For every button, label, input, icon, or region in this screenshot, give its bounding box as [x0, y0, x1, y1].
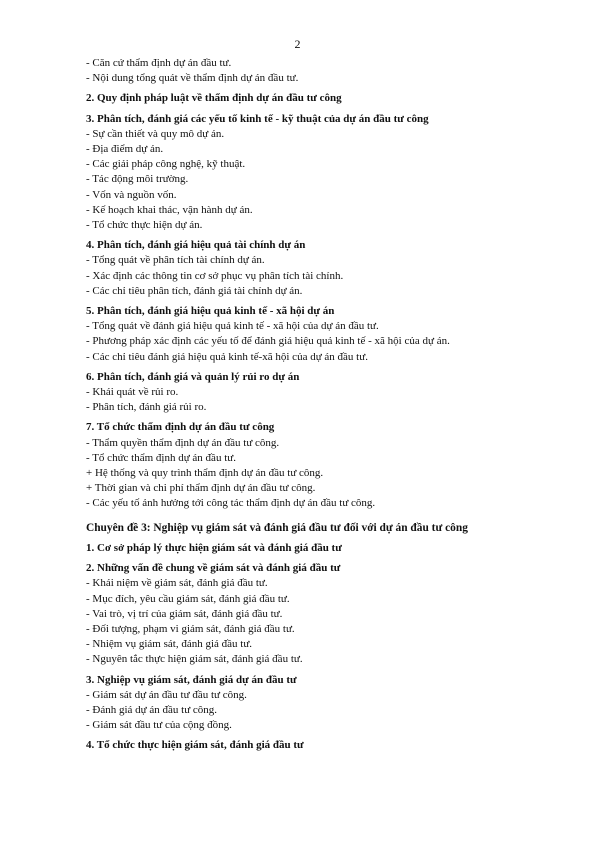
list-item: - Phân tích, đánh giá rủi ro.: [86, 401, 207, 414]
list-item: - Thẩm quyền thẩm định dự án đầu tư công.: [86, 436, 280, 449]
list-item: - Các chỉ tiêu phân tích, đánh giá tài chính dự án.: [86, 284, 303, 297]
list-item: - Tổng quát về đánh giá hiệu quả kinh tế - xã hội của dự án đầu tư.: [86, 320, 379, 333]
list-item: - Khái niệm về giám sát, đánh giá đầu tư.: [86, 577, 268, 590]
list-item: - Phương pháp xác định các yếu tố để đánh giá hiệu quả kinh tế - xã hội của dự án.: [86, 335, 450, 348]
section-6-list: [86, 385, 556, 415]
page-number: 2: [294, 37, 301, 51]
section-4-heading: 4. Phân tích, đánh giá hiệu quả tài chính dự án: [86, 239, 306, 252]
list-item: - Căn cứ thẩm định dự án đầu tư.: [86, 57, 232, 69]
list-item: - Khái quát về rủi ro.: [86, 386, 179, 399]
list-item: - Kế hoạch khai thác, vận hành dự án.: [86, 203, 253, 216]
section-6-heading: 6. Phân tích, đánh giá và quản lý rủi ro dự án: [86, 370, 300, 383]
section-3-heading: 3. Phân tích, đánh giá các yếu tố kinh tế - kỹ thuật của dự án đầu tư công: [86, 112, 429, 125]
chapter-3-heading: Chuyên đề 3: Nghiệp vụ giám sát và đánh giá đầu tư đối với dự án đầu tư công: [86, 521, 468, 534]
chapter-3-section-4-heading: 4. Tổ chức thực hiện giám sát, đánh giá đầu tư: [86, 739, 304, 752]
list-item: + Thời gian và chi phí thẩm định dự án đầu tư công.: [86, 482, 316, 495]
list-item: - Địa điểm dự án.: [86, 143, 164, 156]
list-item: - Mục đích, yêu cầu giám sát, đánh giá đầu tư.: [86, 592, 290, 605]
section-5-heading: 5. Phân tích, đánh giá hiệu quả kinh tế - xã hội dự án: [86, 305, 335, 318]
list-item: - Tổng quát về phân tích tài chính dự án.: [86, 254, 265, 267]
list-item: - Xác định các thông tin cơ sở phục vụ phân tích tài chính.: [86, 269, 344, 282]
list-item: - Các yếu tố ảnh hưởng tới công tác thẩm định dự án đầu tư công.: [86, 497, 376, 510]
list-item: - Đối tượng, phạm vi giám sát, đánh giá đầu tư.: [86, 622, 295, 635]
chapter-3-section-1-heading: 1. Cơ sở pháp lý thực hiện giám sát và đánh giá đầu tư: [86, 541, 342, 554]
list-item: - Tổ chức thực hiện dự án.: [86, 219, 203, 232]
list-item: - Nhiệm vụ giám sát, đánh giá đầu tư.: [86, 638, 253, 651]
section-4-list: [86, 253, 556, 299]
list-item: - Tác động môi trường.: [86, 173, 189, 186]
list-item: - Nguyên tắc thực hiện giám sát, đánh giá đầu tư.: [86, 653, 303, 666]
section-7-list: [86, 436, 556, 512]
list-item: - Sự cần thiết và quy mô dự án.: [86, 127, 225, 140]
section-5-list: [86, 319, 556, 365]
list-item: - Vai trò, vị trí của giám sát, đánh giá đầu tư.: [86, 607, 283, 620]
section-3-list: [86, 127, 556, 233]
section-7-heading: 7. Tổ chức thẩm định dự án đầu tư công: [86, 421, 275, 434]
document-body: [86, 56, 556, 754]
list-item: - Giám sát đầu tư của cộng đồng.: [86, 719, 232, 732]
list-item: - Giám sát dự án đầu tư đầu tư công.: [86, 688, 247, 701]
list-item: - Tổ chức thẩm định dự án đầu tư.: [86, 451, 236, 464]
chapter-3-section-3-list: [86, 688, 556, 734]
list-item: - Nội dung tổng quát về thẩm định dự án đầu tư.: [86, 72, 299, 85]
list-item: - Các chỉ tiêu đánh giá hiệu quả kinh tế-xã hội của dự án đầu tư.: [86, 350, 368, 363]
section-2-heading: 2. Quy định pháp luật về thẩm định dự án đầu tư công: [86, 92, 342, 105]
chapter-3-section-2-heading: 2. Những vấn đề chung về giám sát và đánh giá đầu tư: [86, 562, 341, 575]
list-item: - Các giải pháp công nghệ, kỹ thuật.: [86, 158, 246, 171]
intro-list: [86, 56, 556, 86]
list-item: - Đánh giá dự án đầu tư công.: [86, 703, 218, 716]
list-item: - Vốn và nguồn vốn.: [86, 188, 177, 201]
chapter-3-section-2-list: [86, 576, 556, 667]
chapter-3-section-3-heading: 3. Nghiệp vụ giám sát, đánh giá dự án đầu tư: [86, 673, 297, 686]
list-item: + Hệ thống và quy trình thẩm định dự án đầu tư công.: [86, 467, 324, 480]
